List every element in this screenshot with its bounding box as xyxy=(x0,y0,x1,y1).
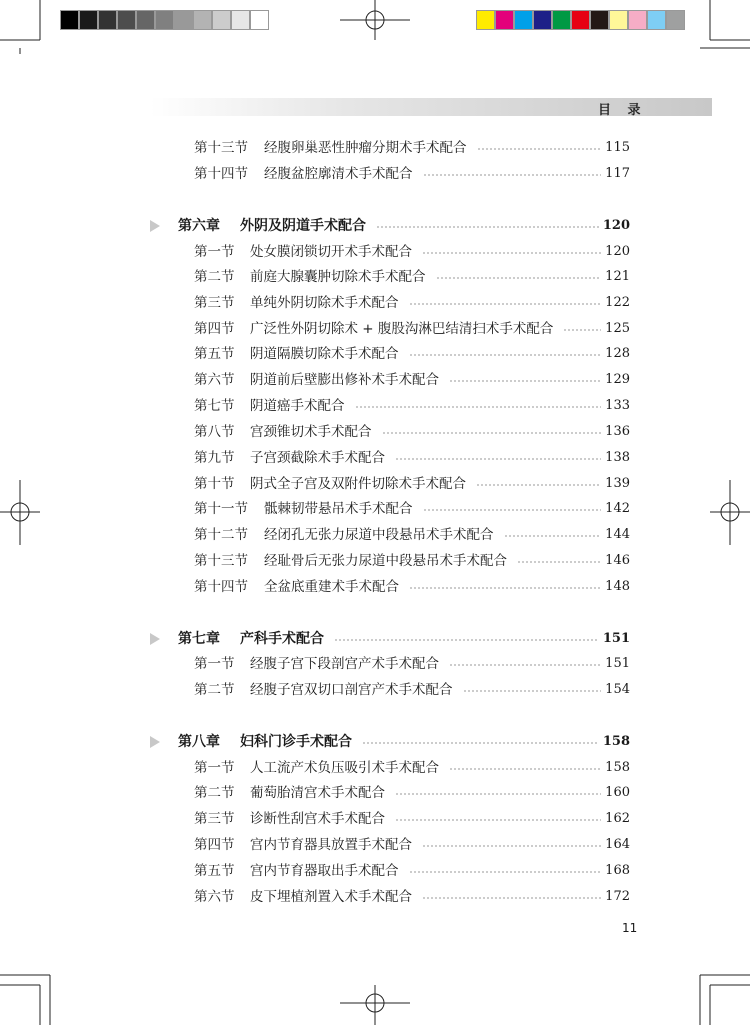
toc-dot-leader xyxy=(477,148,601,150)
toc-entry-title: 骶棘韧带悬吊术手术配合 xyxy=(264,501,413,517)
toc-entry-title: 经腹子宫下段剖宫产术手术配合 xyxy=(250,656,439,672)
toc-dot-leader xyxy=(423,174,601,176)
toc-entry-title: 广泛性外阴切除术 + 腹股沟淋巴结清扫术手术配合 xyxy=(250,321,554,337)
toc-page-number: 162 xyxy=(605,811,630,826)
toc-dot-leader xyxy=(362,742,599,744)
toc-entry-number: 第九节 xyxy=(194,450,235,466)
toc-page-number: 158 xyxy=(605,760,630,775)
toc-entry-number: 第五节 xyxy=(194,863,235,879)
toc-entry-number: 第六节 xyxy=(194,889,235,905)
toc-page-number: 133 xyxy=(605,398,630,413)
toc-section-entry[interactable] xyxy=(0,137,750,159)
toc-dot-leader xyxy=(382,432,601,434)
toc-entry-title: 经耻骨后无张力尿道中段悬吊术手术配合 xyxy=(264,553,507,569)
toc-page-number: 146 xyxy=(605,553,630,568)
toc-section-entry[interactable] xyxy=(0,292,750,314)
toc-section-entry[interactable] xyxy=(0,757,750,779)
toc-entry-title: 前庭大腺囊肿切除术手术配合 xyxy=(250,269,426,285)
toc-dot-leader xyxy=(449,380,601,382)
toc-entry-number: 第七节 xyxy=(194,398,235,414)
toc-dot-leader xyxy=(376,226,599,228)
toc-entry-title: 妇科门诊手术配合 xyxy=(240,734,352,750)
toc-entry-number: 第十一节 xyxy=(194,501,248,517)
toc-entry-number: 第一节 xyxy=(194,760,235,776)
toc-dot-leader xyxy=(449,664,601,666)
toc-page-number: 160 xyxy=(605,785,630,800)
toc-entry-number: 第十四节 xyxy=(194,579,248,595)
chapter-arrow-icon xyxy=(150,736,160,748)
toc-entry-number: 第二节 xyxy=(194,785,235,801)
toc-page-number: 115 xyxy=(605,140,630,155)
toc-page-number: 120 xyxy=(605,244,630,259)
toc-entry-title: 子宫颈截除术手术配合 xyxy=(250,450,385,466)
toc-dot-leader xyxy=(409,303,601,305)
toc-entry-number: 第十节 xyxy=(194,476,235,492)
toc-entry-number: 第八节 xyxy=(194,424,235,440)
toc-entry-title: 阴式全子宫及双附件切除术手术配合 xyxy=(250,476,466,492)
toc-section-entry[interactable] xyxy=(0,266,750,288)
toc-page-number: 125 xyxy=(605,321,630,336)
toc-entry-title: 宫颈锥切术手术配合 xyxy=(250,424,372,440)
toc-entry-title: 全盆底重建术手术配合 xyxy=(264,579,399,595)
toc-entry-title: 阴道隔膜切除术手术配合 xyxy=(250,346,399,362)
toc-dot-leader xyxy=(563,329,601,331)
toc-dot-leader xyxy=(422,897,601,899)
toc-dot-leader xyxy=(395,793,601,795)
toc-entry-title: 阴道癌手术配合 xyxy=(250,398,345,414)
toc-entry-number: 第三节 xyxy=(194,811,235,827)
toc-page-number: 117 xyxy=(605,166,630,181)
toc-dot-leader xyxy=(517,561,601,563)
toc-section-entry[interactable] xyxy=(0,576,750,598)
page-header-title: 目 录 xyxy=(598,103,647,118)
toc-entry-title: 皮下埋植剂置入术手术配合 xyxy=(250,889,412,905)
toc-entry-number: 第六节 xyxy=(194,372,235,388)
toc-page-number: 164 xyxy=(605,837,630,852)
toc-entry-title: 单纯外阴切除术手术配合 xyxy=(250,295,399,311)
toc-entry-title: 外阴及阴道手术配合 xyxy=(240,218,366,234)
toc-entry-number: 第二节 xyxy=(194,682,235,698)
toc-entry-number: 第八章 xyxy=(178,734,220,750)
toc-section-entry[interactable] xyxy=(0,524,750,546)
toc-page-number: 129 xyxy=(605,372,630,387)
toc-entry-number: 第一节 xyxy=(194,244,235,260)
toc-entry-title: 处女膜闭锁切开术手术配合 xyxy=(250,244,412,260)
toc-section-entry[interactable] xyxy=(0,395,750,417)
toc-page-number: 121 xyxy=(605,269,630,284)
toc-section-entry[interactable] xyxy=(0,550,750,572)
toc-entry-number: 第四节 xyxy=(194,321,235,337)
toc-section-entry[interactable] xyxy=(0,447,750,469)
toc-dot-leader xyxy=(476,484,601,486)
toc-entry-title: 诊断性刮宫术手术配合 xyxy=(250,811,385,827)
toc-chapter-entry[interactable] xyxy=(0,628,750,650)
toc-section-entry[interactable] xyxy=(0,163,750,185)
toc-dot-leader xyxy=(449,768,601,770)
toc-entry-title: 经闭孔无张力尿道中段悬吊术手术配合 xyxy=(264,527,494,543)
toc-chapter-entry[interactable] xyxy=(0,731,750,753)
toc-page-number: 144 xyxy=(605,527,630,542)
toc-section-entry[interactable] xyxy=(0,808,750,830)
toc-page-number: 128 xyxy=(605,346,630,361)
toc-entry-title: 产科手术配合 xyxy=(240,631,324,647)
toc-entry-title: 宫内节育器具放置手术配合 xyxy=(250,837,412,853)
toc-dot-leader xyxy=(422,845,601,847)
toc-entry-number: 第十二节 xyxy=(194,527,248,543)
toc-section-entry[interactable] xyxy=(0,782,750,804)
toc-section-entry[interactable] xyxy=(0,421,750,443)
toc-section-entry[interactable] xyxy=(0,886,750,908)
toc-section-entry[interactable] xyxy=(0,679,750,701)
toc-entry-number: 第一节 xyxy=(194,656,235,672)
toc-dot-leader xyxy=(504,535,601,537)
toc-dot-leader xyxy=(334,639,599,641)
toc-entry-title: 宫内节育器取出手术配合 xyxy=(250,863,399,879)
toc-entry-number: 第五节 xyxy=(194,346,235,362)
toc-section-entry[interactable] xyxy=(0,343,750,365)
toc-section-entry[interactable] xyxy=(0,369,750,391)
toc-entry-number: 第十三节 xyxy=(194,140,248,156)
toc-dot-leader xyxy=(409,871,601,873)
toc-entry-title: 经腹盆腔廓清术手术配合 xyxy=(264,166,413,182)
toc-section-entry[interactable] xyxy=(0,473,750,495)
toc-page-number: 138 xyxy=(605,450,630,465)
toc-entry-title: 人工流产术负压吸引术手术配合 xyxy=(250,760,439,776)
toc-entry-number: 第四节 xyxy=(194,837,235,853)
toc-page-number: 154 xyxy=(605,682,630,697)
toc-section-entry[interactable] xyxy=(0,653,750,675)
chapter-arrow-icon xyxy=(150,633,160,645)
toc-entry-title: 经腹卵巢恶性肿瘤分期术手术配合 xyxy=(264,140,467,156)
toc-entry-number: 第六章 xyxy=(178,218,220,234)
toc-page-number: 168 xyxy=(605,863,630,878)
toc-section-entry[interactable] xyxy=(0,241,750,263)
toc-dot-leader xyxy=(436,277,601,279)
toc-dot-leader xyxy=(409,587,601,589)
toc-section-entry[interactable] xyxy=(0,834,750,856)
toc-page-number: 158 xyxy=(602,734,630,749)
toc-section-entry[interactable] xyxy=(0,318,750,340)
toc-dot-leader xyxy=(395,819,601,821)
toc-entry-number: 第十三节 xyxy=(194,553,248,569)
toc-dot-leader xyxy=(423,509,601,511)
toc-entry-title: 阴道前后壁膨出修补术手术配合 xyxy=(250,372,439,388)
toc-dot-leader xyxy=(409,354,601,356)
toc-entry-title: 经腹子宫双切口剖宫产术手术配合 xyxy=(250,682,453,698)
toc-page-number: 151 xyxy=(602,631,630,646)
toc-page-number: 122 xyxy=(605,295,630,310)
toc-page-number: 142 xyxy=(605,501,630,516)
toc-section-entry[interactable] xyxy=(0,860,750,882)
toc-dot-leader xyxy=(395,458,601,460)
page-number: 11 xyxy=(622,921,638,935)
toc-section-entry[interactable] xyxy=(0,498,750,520)
toc-dot-leader xyxy=(463,690,601,692)
toc-page-number: 151 xyxy=(605,656,630,671)
toc-dot-leader xyxy=(355,406,601,408)
toc-page-number: 136 xyxy=(605,424,630,439)
toc-entry-number: 第三节 xyxy=(194,295,235,311)
toc-entry-number: 第二节 xyxy=(194,269,235,285)
chapter-arrow-icon xyxy=(150,220,160,232)
toc-page-number: 172 xyxy=(605,889,630,904)
toc-entry-title: 葡萄胎清宫术手术配合 xyxy=(250,785,385,801)
toc-entry-number: 第十四节 xyxy=(194,166,248,182)
toc-entry-number: 第七章 xyxy=(178,631,220,647)
toc-page-number: 120 xyxy=(602,218,630,233)
toc-chapter-entry[interactable] xyxy=(0,215,750,237)
toc-page-number: 148 xyxy=(605,579,630,594)
toc-dot-leader xyxy=(422,252,601,254)
toc-page-number: 139 xyxy=(605,476,630,491)
